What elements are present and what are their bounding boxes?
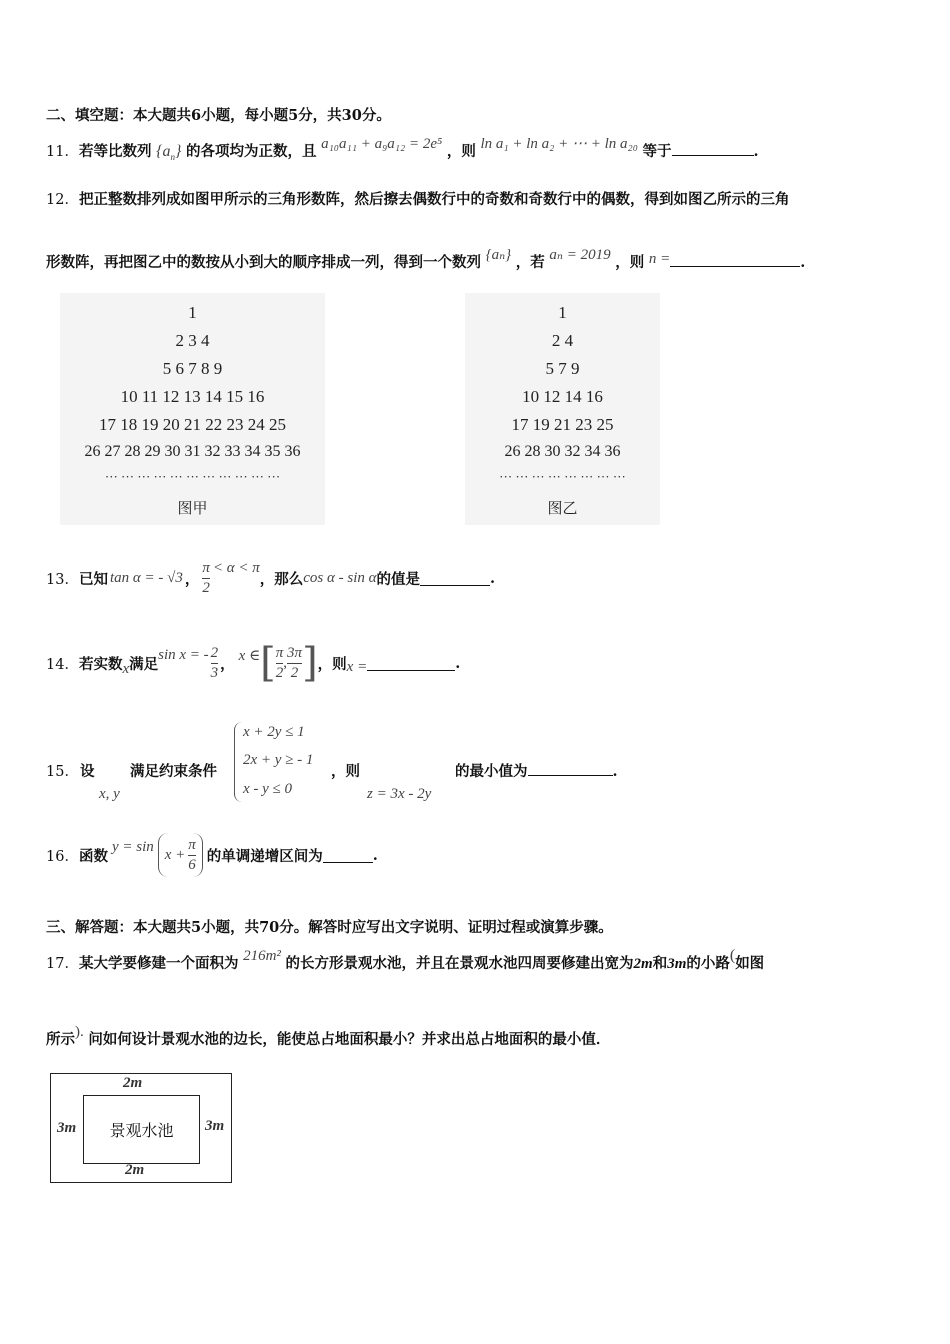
- section3-heading: 三、解答题：本大题共5小题，共70分。解答时应写出文字说明、证明过程或演算步骤。: [46, 919, 613, 936]
- fig-b-row: 10 12 14 16: [522, 387, 603, 406]
- q11-text1: 若等比数列: [78, 143, 152, 160]
- q12-answer-blank[interactable]: [670, 252, 800, 267]
- q16-fraction: $\frac{\pi}{6}$: [188, 836, 196, 873]
- figure-17-pool-label: 景观水池: [109, 1121, 174, 1140]
- q15-objective: z = 3x - 2y: [367, 786, 432, 802]
- q14-condition: sin x = -: [158, 646, 209, 663]
- fig-a-row: 5 6 7 8 9: [162, 359, 223, 378]
- q12-expression: n =: [648, 251, 671, 267]
- q15-text2: 满足约束条件: [130, 763, 217, 780]
- q12-number: 12．: [46, 192, 79, 208]
- q11-expression: ln a₁ + ln a₂ + ⋯ + ln a₂₀: [480, 136, 638, 152]
- figure-17-outer: [50, 1073, 232, 1183]
- fig-a-row: 17 18 19 20 21 22 23 24 25: [99, 415, 286, 434]
- q17-number: 17．: [46, 956, 79, 972]
- q14-interval-b: $\frac{3\pi}{2}$: [287, 644, 303, 681]
- fig-b-caption: 图乙: [547, 499, 578, 517]
- q15-vars: x, y: [99, 786, 120, 802]
- figure-17-pool: [83, 1095, 200, 1164]
- fig-b-row: 5 7 9: [545, 359, 580, 378]
- fig-b-row: 26 28 30 32 34 36: [504, 443, 621, 460]
- figure-17-right-label: 3m: [205, 1118, 225, 1134]
- q17-width-3m: 3m: [667, 956, 687, 972]
- question-12-line1: [46, 188, 789, 209]
- q11-text2: 的各项均为正数，且: [185, 143, 317, 160]
- q15-number: 15．: [46, 764, 79, 780]
- figure-triangle-b: [465, 293, 660, 525]
- q16-number: 16．: [46, 848, 79, 865]
- fig-a-row: 1: [188, 303, 197, 322]
- q16-inner: x +: [164, 846, 186, 863]
- q11-answer-blank[interactable]: [672, 141, 754, 156]
- figure-17-top-label: 2m: [123, 1075, 143, 1091]
- fig-a-ellipsis: ··· ··· ··· ··· ··· ··· ··· ··· ··· ··· ···: [104, 469, 281, 484]
- question-14: 14． 若实数 x 满足 sin x = - $\frac{2}{3}$ ， x ∈ [ $\frac{\pi}{2}$ , $\frac{3\pi}{2}$ ] ，则 x = .: [46, 640, 461, 686]
- q14-expression: x =: [346, 658, 368, 675]
- q14-answer-blank[interactable]: [367, 656, 455, 671]
- figure-17-left-label: 3m: [57, 1120, 77, 1136]
- q12-line2: 形数阵，再把图乙中的数按从小到大的顺序排成一列，得到一个数列: [46, 254, 481, 271]
- q14-condition2: x ∈: [238, 647, 261, 664]
- q17-area: 216m²: [243, 948, 281, 964]
- q12-seq: {aₙ}: [485, 247, 512, 263]
- fig-a-row: 2 3 4: [175, 331, 210, 350]
- q13-expression: cos α - sin α: [303, 569, 377, 586]
- q12-line1: 把正整数排列成如图甲所示的三角形数阵，然后擦去偶数行中的奇数和奇数行中的偶数，得到如图乙所示的三角: [78, 191, 790, 208]
- figure-17-bottom-label: 2m: [125, 1162, 145, 1178]
- question-17-line1: 17．某大学要修建一个面积为 216m² 的长方形景观水池，并且在景观水池四周要修建出宽为2m和3m的小路(如图: [46, 947, 765, 972]
- q15-brace: [234, 722, 243, 802]
- q14-number: 14．: [46, 656, 79, 673]
- q14-var: x: [122, 660, 130, 677]
- q14-interval-a: $\frac{\pi}{2}$: [275, 644, 284, 681]
- q15-text1: 设: [80, 763, 95, 780]
- figure-triangle-a: [60, 293, 325, 525]
- fig-a-row: 10 11 12 13 14 15 16: [120, 387, 265, 406]
- section2-heading: 二、填空题：本大题共6小题，每小题5分，共30分。: [46, 107, 391, 124]
- q17-width-2m: 2m: [633, 956, 653, 972]
- q14-fraction: $\frac{2}{3}$: [210, 644, 219, 681]
- fig-b-row: 2 4: [551, 331, 574, 350]
- q11-text4: 等于: [642, 143, 672, 160]
- fig-b-row: 1: [558, 303, 567, 322]
- fig-b-row: 17 19 21 23 25: [511, 415, 614, 434]
- q15-text3: ，则: [331, 763, 360, 780]
- q16-parens: [158, 833, 203, 877]
- q13-answer-blank[interactable]: [420, 571, 490, 586]
- q15-answer-blank[interactable]: [528, 761, 613, 776]
- q15-constraint-3: x - y ≤ 0: [243, 781, 293, 797]
- q13-number: 13．: [46, 571, 79, 588]
- q14-right-bracket: ]: [302, 640, 318, 686]
- q13-condition: tan α = - √3: [109, 569, 183, 586]
- question-16: 16． 函数 y = sin x + $\frac{\pi}{6}$ 的单调递增区间为 .: [46, 830, 378, 880]
- question-11: 11．若等比数列 $\{a_n\}$ 的各项均为正数，且 a₁₀a₁₁ + a₉a₁₂ = 2e⁵ ，则 ln a₁ + ln a₂ + ⋯ + ln a₂₀ 等于 .: [46, 136, 759, 163]
- fig-b-ellipsis: ··· ··· ··· ··· ··· ··· ··· ···: [499, 469, 626, 484]
- fig-a-caption: 图甲: [177, 499, 208, 517]
- q15-tail: 的最小值为 .: [455, 763, 618, 780]
- q11-number: 11．: [46, 144, 79, 160]
- q11-text3: ，则: [446, 143, 476, 160]
- q16-answer-blank[interactable]: [323, 848, 373, 863]
- question-13: 13． 已知 tan α = - √3 ， $\frac{\pi}{2}$ < α < π ，那么 cos α - sin α 的值是 .: [46, 559, 496, 596]
- q14-left-bracket: [: [260, 640, 276, 686]
- q12-condition: aₙ = 2019: [549, 247, 611, 263]
- fig-a-row: 26 27 28 29 30 31 32 33 34 35 36: [84, 443, 301, 460]
- q13-fraction: $\frac{\pi}{2}$: [202, 559, 210, 596]
- q15-constraint-1: x + 2y ≤ 1: [243, 724, 305, 740]
- question-17-line2: 所示). 问如何设计景观水池的边长，能使总占地面积最小？并求出总占地面积的最小值．: [46, 1024, 611, 1048]
- q16-function: y = sin: [111, 838, 154, 855]
- q15-constraint-2: 2x + y ≥ - 1: [243, 752, 314, 768]
- question-12-line2: 形数阵，再把图乙中的数按从小到大的顺序排成一列，得到一个数列 {aₙ} ，若 aₙ = 2019 ，则 n = .: [46, 247, 806, 271]
- q11-condition: a₁₀a₁₁ + a₉a₁₂ = 2e⁵: [321, 136, 443, 152]
- q13-range: < α < π: [212, 559, 260, 576]
- q11-seq: $\{a_n\}$: [156, 143, 182, 163]
